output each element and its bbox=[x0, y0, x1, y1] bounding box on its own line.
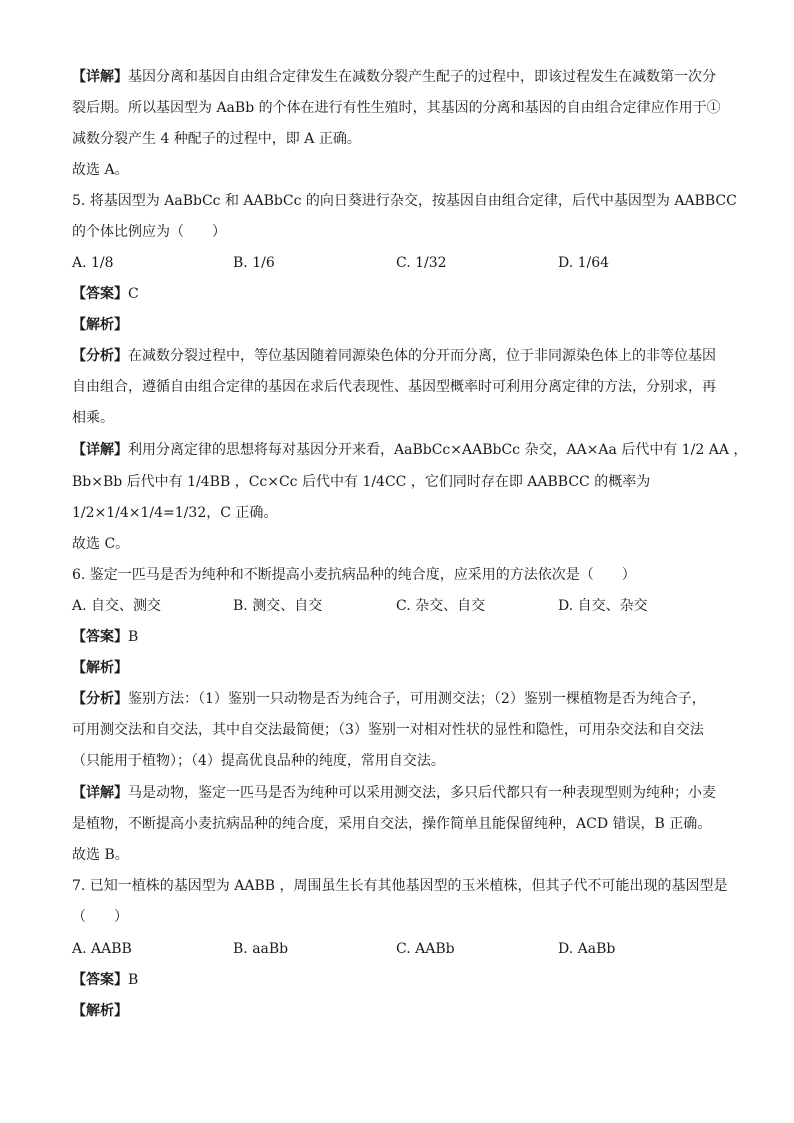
q6-options bbox=[72, 596, 732, 616]
q5-option-b: B. 1/6 bbox=[233, 255, 275, 271]
q6-detail-line-2: 是植物，不断提高小麦抗病品种的纯合度，采用自交法，操作简单且能保留纯种，ACD 错误，B 正确。 bbox=[72, 816, 712, 832]
fenxi-tag: 【分析】 bbox=[72, 691, 128, 707]
q5-detail-line-2: Bb×Bb 后代中有 1/4BB ，Cc×Cc 后代中有 1/4CC ，它们同时存在即 AABBCC 的概率为 bbox=[72, 474, 651, 490]
q7-stem-line-2: （ ） bbox=[72, 909, 128, 925]
q7-stem-line-1: 7. 已知一植株的基因型为 AABB ，周围虽生长有其他基因型的玉米植株，但其子代不可能出现的基因型是 bbox=[72, 878, 728, 894]
q6-fenxi-line-1: 【分析】鉴别方法：（1）鉴别一只动物是否为纯合子，可用测交法；（2）鉴别一棵植物是否为纯合子， bbox=[72, 691, 706, 707]
detail-tag: 【详解】 bbox=[72, 442, 128, 458]
q7-option-b: B. aaBb bbox=[233, 941, 289, 957]
q5-stem-line-2: 的个体比例应为（ ） bbox=[72, 224, 226, 240]
q4-detail-line-2: 裂后期。所以基因型为 AaBb 的个体在进行有性生殖时，其基因的分离和基因的自由组合定律应作用于① bbox=[72, 100, 721, 116]
q6-option-b: B. 测交、自交 bbox=[233, 598, 323, 614]
q4-conclusion: 故选 A。 bbox=[72, 162, 129, 178]
q4-detail-line-3: 减数分裂产生 4 种配子的过程中，即 A 正确。 bbox=[72, 131, 361, 147]
q6-analysis-heading: 【解析】 bbox=[72, 660, 128, 676]
detail-tag: 【详解】 bbox=[72, 69, 128, 85]
q7-option-d: D. AaBb bbox=[558, 941, 616, 957]
q7-option-c: C. AABb bbox=[396, 941, 455, 957]
q5-option-c: C. 1/32 bbox=[396, 255, 447, 271]
q5-detail-line-3: 1/2×1/4×1/4=1/32，C 正确。 bbox=[72, 505, 278, 521]
q6-stem-line-1: 6. 鉴定一匹马是否为纯种和不断提高小麦抗病品种的纯合度，应采用的方法依次是（ ） bbox=[72, 567, 636, 583]
q4-detail-line-1: 【详解】基因分离和基因自由组合定律发生在减数分裂产生配子的过程中，即该过程发生在减数第一次分 bbox=[72, 69, 716, 85]
q6-option-a: A. 自交、测交 bbox=[72, 598, 162, 614]
q5-analysis-heading: 【解析】 bbox=[72, 317, 128, 333]
q6-conclusion: 故选 B。 bbox=[72, 847, 129, 863]
fenxi-tag: 【分析】 bbox=[72, 348, 128, 364]
q5-options bbox=[72, 253, 732, 273]
q5-conclusion: 故选 C。 bbox=[72, 536, 130, 552]
q6-option-d: D. 自交、杂交 bbox=[558, 598, 648, 614]
q5-option-a: A. 1/8 bbox=[72, 255, 114, 271]
q5-fenxi-line-2: 自由组合，遵循自由组合定律的基因在求后代表现性、基因型概率时可利用分离定律的方法，分别求，再 bbox=[72, 379, 716, 395]
q6-detail-line-1: 【详解】马是动物，鉴定一匹马是否为纯种可以采用测交法，多只后代都只有一种表现型则为纯种；小麦 bbox=[72, 785, 716, 801]
q7-option-a: A. AABB bbox=[72, 941, 132, 957]
answer-tag: 【答案】 bbox=[72, 629, 128, 645]
detail-tag: 【详解】 bbox=[72, 785, 128, 801]
q5-fenxi-line-1: 【分析】在减数分裂过程中，等位基因随着同源染色体的分开而分离，位于非同源染色体上的非等位基因 bbox=[72, 348, 716, 364]
answer-tag: 【答案】 bbox=[72, 972, 128, 988]
q5-stem-line-1: 5. 将基因型为 AaBbCc 和 AABbCc 的向日葵进行杂交，按基因自由组合定律，后代中基因型为 AABBCC bbox=[72, 193, 737, 209]
q6-fenxi-line-2: 可用测交法和自交法，其中自交法最简便；（3）鉴别一对相对性状的显性和隐性，可用杂交法和自交法 bbox=[72, 722, 704, 738]
q7-analysis-heading: 【解析】 bbox=[72, 1003, 128, 1019]
answer-tag: 【答案】 bbox=[72, 286, 128, 302]
q5-detail-line-1: 【详解】利用分离定律的思想将每对基因分开来看，AaBbCc×AABbCc 杂交，AA×Aa 后代中有 1/2 AA ， bbox=[72, 442, 748, 458]
q7-answer: 【答案】B bbox=[72, 972, 139, 988]
q7-options bbox=[72, 939, 732, 959]
q5-fenxi-line-3: 相乘。 bbox=[72, 410, 114, 426]
q5-option-d: D. 1/64 bbox=[558, 255, 610, 271]
q6-fenxi-line-3: （只能用于植物）；（4）提高优良品种的纯度，常用自交法。 bbox=[72, 753, 445, 769]
q6-option-c: C. 杂交、自交 bbox=[396, 598, 486, 614]
q6-answer: 【答案】B bbox=[72, 629, 139, 645]
q5-answer: 【答案】C bbox=[72, 286, 139, 302]
